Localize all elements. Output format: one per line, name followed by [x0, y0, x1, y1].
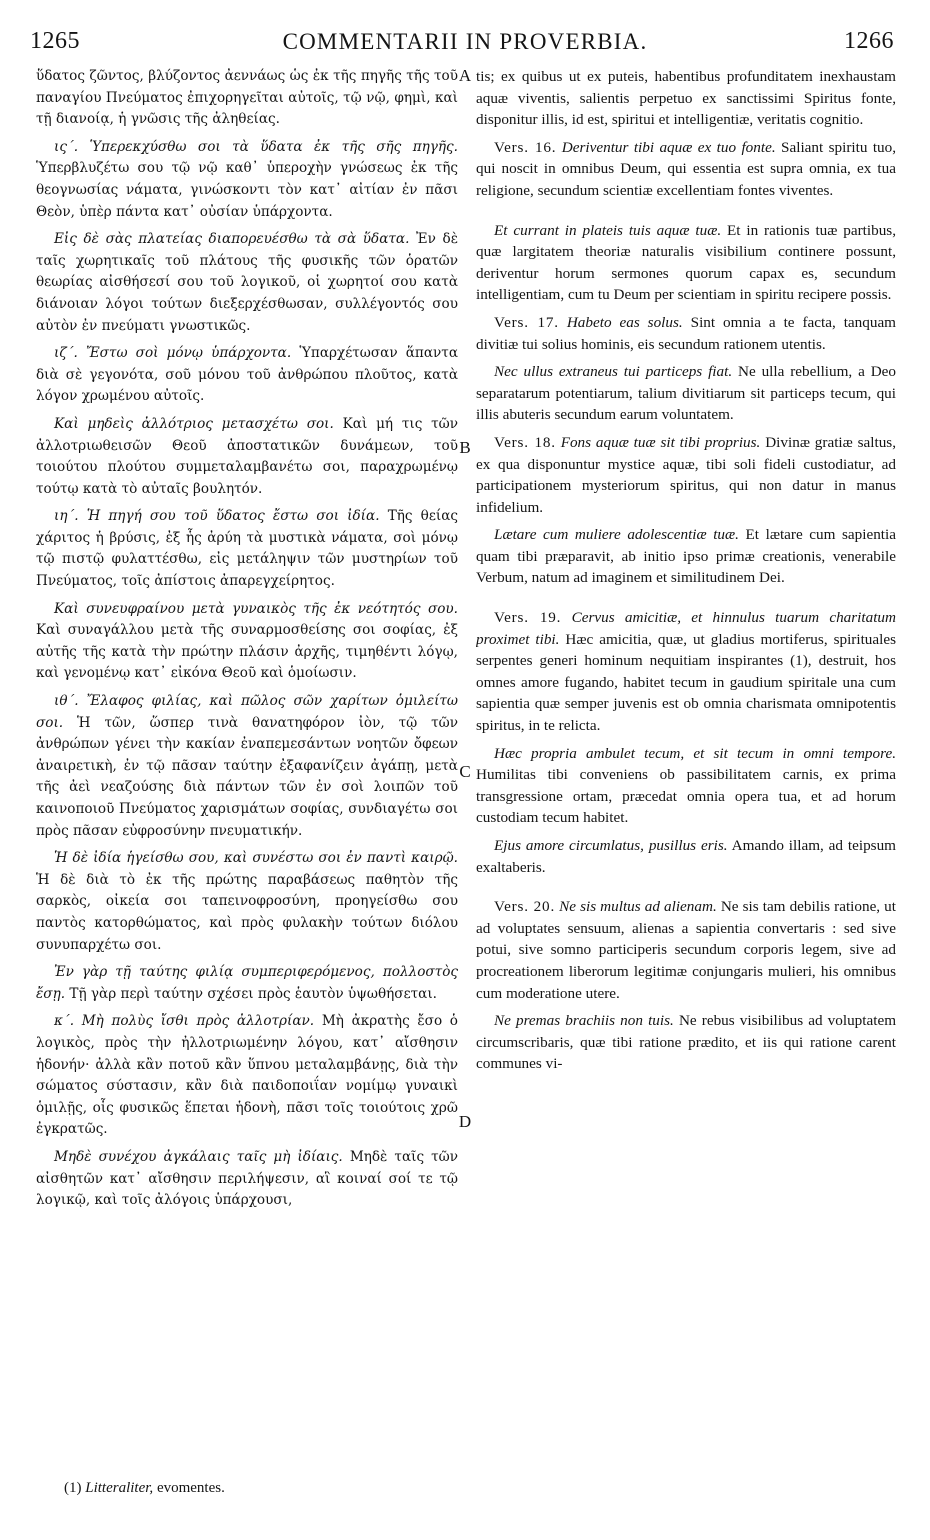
commentary-text: Humilitas tibi conveniens ob passibilitatem carnis, ex prima transgressione ortam, præcedat omnia opera tua, et ad horum custodiam tecum habitet.	[476, 766, 896, 827]
scripture-lemma: ις΄. Ὑπερεκχύσθω σοι τὰ ὕδατα ἐκ τῆς σῆς πηγῆς.	[54, 138, 458, 155]
scripture-lemma: Εἰς δὲ σὰς πλατείας διαπορευέσθω τὰ σὰ ὕδατα.	[54, 231, 410, 248]
scripture-lemma: Ἐν γὰρ τῇ ταύτης φιλίᾳ συμπεριφερόμενος, πολλοστὸς ἔσῃ.	[36, 964, 458, 1002]
running-title: COMMENTARII IN PROVERBIA.	[282, 29, 648, 54]
paragraph	[36, 414, 458, 500]
margin-marker-c: C	[459, 762, 471, 781]
commentary-text: Et lætare cum sapientia quam tibi præparavit, ab initio ipso primæ creationis, venerabile Verbum, natum ad imaginem et similitudinem Dei.	[476, 526, 896, 587]
page-number-left: 1265	[30, 28, 80, 54]
margin-marker-b: B	[459, 438, 471, 457]
greek-column	[36, 66, 458, 1466]
scripture-lemma: Nec ullus extraneus tui particeps fiat.	[494, 363, 733, 381]
verse-number: Vers. 19.	[494, 609, 562, 627]
verse-number: Vers. 18.	[494, 433, 556, 451]
commentary-text: Ἡ τῶν, ὥσπερ τινὰ θανατηφόρον ἰὸν, τῷ τῶν ἀνθρώπων γένει τὴν κακίαν ἐναπεμεσάντων νοητῶν ὄφεων ἀναιρετικὴ, ἐν τῷ πᾶσαν ταύτην ἐξαφανίζειν ἀγάπῃ, μετὰ τῆς ἀεὶ νεαζούσης διὰ πάντων τῶν ἐν σοὶ λοιπῶν τοῦ καινοποιοῦ Πνεύματος χαρισμάτων σοφίας, συνδιαγέτω σοι πρὸς πᾶσαν εὐφροσύνην πνευματικήν.	[36, 714, 458, 839]
paragraph	[36, 343, 458, 408]
scripture-lemma: Habeto eas solus.	[566, 313, 683, 331]
scripture-lemma: Hæc propria ambulet tecum, et sit tecum in omni tempore.	[494, 744, 896, 762]
paragraph	[476, 361, 896, 426]
commentary-text: Μὴ ἀκρατὴς ἔσο ὁ λογικὸς, πρὸς τὴν ἠλλοτριωμένην λόγου, κατ᾽ αἴσθησιν ἡδονήν· ἀλλὰ κἂν ποτοῦ κἂν ὕπνου μεταλαμβάνῃς, διὰ τὴν σώματος σύστασιν, κἂν διὰ παιδοποιΐαν νομίμῳ γυναικὶ ὁμιλῇς, οἷς φυσικῶς ἕπεται ἡδονὴ, πᾶσι τοῖς τοιούτοις χρῶ ἐγκρατῶς.	[36, 1013, 458, 1138]
paragraph	[476, 896, 896, 1004]
commentary-text: Sint omnia a te facta, tanquam divitiæ tui solius hominis, eis secundum rationem utentis.	[476, 313, 896, 353]
scripture-lemma: Καὶ συνευφραίνου μετὰ γυναικὸς τῆς ἐκ νεότητός σου.	[54, 600, 458, 617]
commentary-text: Μηδὲ ταῖς τῶν αἰσθητῶν κατ᾽ αἴσθησιν περιλήψεσιν, αἳ κοιναί σοί τε τῷ λογικῷ, καὶ τοῖς ἀλόγοις ὑπάρχουσι,	[36, 1148, 458, 1209]
paragraph	[36, 1147, 458, 1212]
commentary-text: Saliant spiritu tuo, qui noscit in omnibus Deum, qui essentia est supra omnia, ex tua religione, secundum scientiæ excellentiam fontes viventes.	[476, 138, 896, 199]
paragraph	[36, 691, 458, 842]
scripture-lemma: Ne sis multus ad alienam.	[559, 898, 717, 916]
scripture-lemma: Deriventur tibi aquæ ex tuo fonte.	[561, 138, 776, 156]
paragraph	[476, 220, 896, 306]
footnote-number: (1)	[64, 1480, 82, 1496]
paragraph	[36, 848, 458, 956]
scripture-lemma: Ejus amore circumlatus, pusillus eris.	[494, 837, 728, 854]
paragraph	[476, 432, 896, 518]
commentary-text: Καὶ συναγάλλου μετὰ τῆς συναρμοσθείσης σοι σοφίας, ἐξ αὐτῆς τῆς κατὰ τὴν πρώτην πλάσιν ἀρχῆς, τιμηθέντι λόγῳ, καὶ γενομένῳ κατ᾽ εἰκόνα Θεοῦ καὶ ὁμοίωσιν.	[36, 622, 458, 682]
footnote-text: evomentes.	[156, 1480, 225, 1496]
paragraph	[476, 1010, 896, 1075]
scripture-lemma: Καὶ μηδεὶς ἀλλότριος μετασχέτω σοι.	[54, 415, 334, 432]
paragraph	[36, 506, 458, 592]
commentary-text: Τῆς θείας χάριτος ἡ βρύσις, ἐξ ἧς ἀρύη τὰ μυστικὰ νάματα, σοὶ μόνῳ τῷ πιστῷ φυλαττέσθω, εἰς μετάληψιν τῶν μυστηρίων τοῦ Πνεύματος, τοῖς ἀπίστοις ἀπαρεγχείρητος.	[36, 508, 458, 590]
footnote-label: Litteraliter,	[85, 1480, 154, 1496]
commentary-text: tis; ex quibus ut ex puteis, habentibus profunditatem inexhaustam aquæ viventis, salientis perpetuo ex sanctissimi Spiritus fonte, disponitur illis, id est, spiritui et intelligentiæ, veritatis cognitio.	[476, 68, 896, 129]
paragraph	[476, 743, 896, 829]
margin-marker-d: D	[458, 1112, 472, 1131]
commentary-text: ὕδατος ζῶντος, βλύζοντος ἀεννάως ὡς ἐκ τῆς πηγῆς τῆς τοῦ παναγίου Πνεύματος ἐπιχορηγεῖται αὐτοῖς, τῷ νῷ, φημὶ, καὶ τῇ διανοίᾳ, ἡ γνῶσις τῆς ἀληθείας.	[36, 68, 458, 128]
scripture-lemma: ιζ΄. Ἔστω σοὶ μόνῳ ὑπάρχοντα.	[54, 345, 292, 362]
commentary-text: Ὑπαρχέτωσαν ἅπαντα διὰ σὲ γεγονότα, σοῦ μόνου τοῦ ἀνθρώπου πλοῦτος, κατὰ λόγον χρωμένου αὐτοῖς.	[36, 345, 458, 405]
margin-marker-a: A	[458, 66, 472, 85]
scripture-lemma: ιη΄. Ἡ πηγή σου τοῦ ὕδατος ἔστω σοι ἰδία.	[54, 508, 380, 525]
commentary-text: Τῇ γὰρ περὶ ταύτην σχέσει πρὸς ἑαυτὸν ὑψωθήσεται.	[69, 985, 437, 1002]
paragraph	[36, 137, 458, 223]
paragraph	[36, 229, 458, 337]
paragraph	[36, 962, 458, 1005]
verse-number: Vers. 16.	[494, 138, 557, 156]
paragraph	[36, 599, 458, 685]
commentary-text: Καὶ μή τις τῶν ἀλλοτριωθεισῶν Θεοῦ ἀποστατικῶν δυνάμεων, τοῦ τοιούτου πλούτου συμμεταλαμβανέτω σοι, παραχρωμένῳ τούτῳ κατὰ τὸ αὐταῖς βουλητόν.	[36, 415, 458, 497]
commentary-text: Et in rationis tuæ partibus, quæ largitatem theoriæ naturalis visibilium continere possunt, deriventur horum sermones quorum capax es, secundum intelligentiam, cum tu Deum per scientiam in spiritu recipere possis.	[476, 221, 896, 304]
paragraph	[36, 1011, 458, 1141]
commentary-text: Ne ulla rebellium, a Deo separatarum potentiarum, talium divitiarum sit particeps tecum, qui illis abuteris secundum earum voluntatem.	[476, 363, 896, 424]
scripture-lemma: Lætare cum muliere adolescentiæ tuæ.	[494, 526, 739, 544]
paragraph	[36, 66, 458, 131]
scripture-lemma: Et currant in plateis tuis aquæ tuæ.	[494, 221, 722, 239]
scripture-lemma: Μηδὲ συνέχου ἀγκάλαις ταῖς μὴ ἰδίαις.	[54, 1148, 343, 1165]
paragraph	[476, 835, 896, 878]
scripture-lemma: Ne premas brachiis non tuis.	[494, 1012, 674, 1030]
commentary-text: Ὑπερβλυζέτω σου τῷ νῷ καθ᾽ ὑπεροχὴν γνώσεως ἐκ τῆς θεογνωσίας νάματα, γινώσκοντι τὸν κατ᾽ αἰτίαν ἐν πᾶσι Θεὸν, ὑπὲρ πάντα κατ᾽ οὐσίαν ὑπάρχοντα.	[36, 160, 458, 220]
commentary-text: Ne rebus visibilibus ad voluptatem circumscribaris, quæ tibi ratione prædito, et iis qui ratione carent communes vi-	[476, 1012, 896, 1073]
paragraph	[476, 312, 896, 355]
commentary-text: Amando illam, ad teipsum exaltaberis.	[476, 837, 896, 876]
scripture-lemma: κ΄. Μὴ πολὺς ἴσθι πρὸς ἀλλοτρίαν.	[54, 1013, 315, 1030]
commentary-text: Ἐν δὲ ταῖς χωρητικαῖς τοῦ πλάτους τῆς φυσικῆς τῶν ὁρατῶν θεωρίας αἰσθήσεσί σου τοῦ λογικοῦ, οἱ χωρητοί σου κατὰ διάνοιαν λόγοι τούτων διεξερχέσθωσαν, συλλέγοντός σου αὐτὸν ἐν πνεύματι γνωστικῶς.	[36, 231, 458, 334]
commentary-text: Ne sis tam debilis ratione, ut ad voluptates sensuum, alienas a sapientia convertaris : sed sive potui, sive somno participeris secundum corporis legem, sive ad procreationem liberorum legitimæ conjungaris mulieri, his omnibus cum moderatione utere.	[476, 898, 896, 1002]
paragraph	[476, 137, 896, 202]
paragraph	[476, 607, 896, 737]
latin-column	[476, 66, 896, 1466]
paragraph	[476, 524, 896, 589]
commentary-text: Hæc amicitia, quæ, ut gladius mortiferus, spirituales serpentes generi hominum nequitiam inspirantes (1), destruit, hos omnes amore fugando, habitet tecum in gaudium spiritale una cum sapientia quæ semper juvenis est ob omnia charismata omnipotentis spiritus, in te relicta.	[476, 630, 896, 735]
footnote	[64, 1480, 464, 1497]
page-number-right: 1266	[844, 28, 894, 54]
commentary-text: Divinæ gratiæ saltus, ex qua disponuntur mystice aquæ, tibi soli fideli custodiatur, ad participationem mysteriorum spiritus, qui non datur in manus infidelium.	[476, 433, 896, 516]
page-header	[30, 20, 900, 56]
verse-number: Vers. 17.	[494, 313, 559, 331]
paragraph	[476, 66, 896, 131]
commentary-text: Ἡ δὲ διὰ τὸ ἐκ τῆς πρώτης παραβάσεως παθητὸν τῆς σαρκὸς, οἰκεία σοι ταπεινοφροσύνη, προηγείσθω σου παντὸς κατορθώματος, καὶ πρὸς φυλακὴν τούτων διόλου συνυπαρχέτω σοι.	[36, 871, 458, 953]
scripture-lemma: ιθ΄. Ἔλαφος φιλίας, καὶ πῶλος σῶν χαρίτων ὁμιλείτω σοι.	[36, 693, 458, 731]
verse-number: Vers. 20.	[494, 898, 556, 916]
scripture-lemma: Ἡ δὲ ἰδία ἡγείσθω σου, καὶ συνέστω σοι ἐν παντὶ καιρῷ.	[54, 850, 458, 867]
scripture-lemma: Fons aquæ tuæ sit tibi proprius.	[560, 433, 761, 451]
scripture-lemma: Cervus amicitiæ, et hinnulus tuarum charitatum proximet tibi.	[476, 609, 896, 648]
